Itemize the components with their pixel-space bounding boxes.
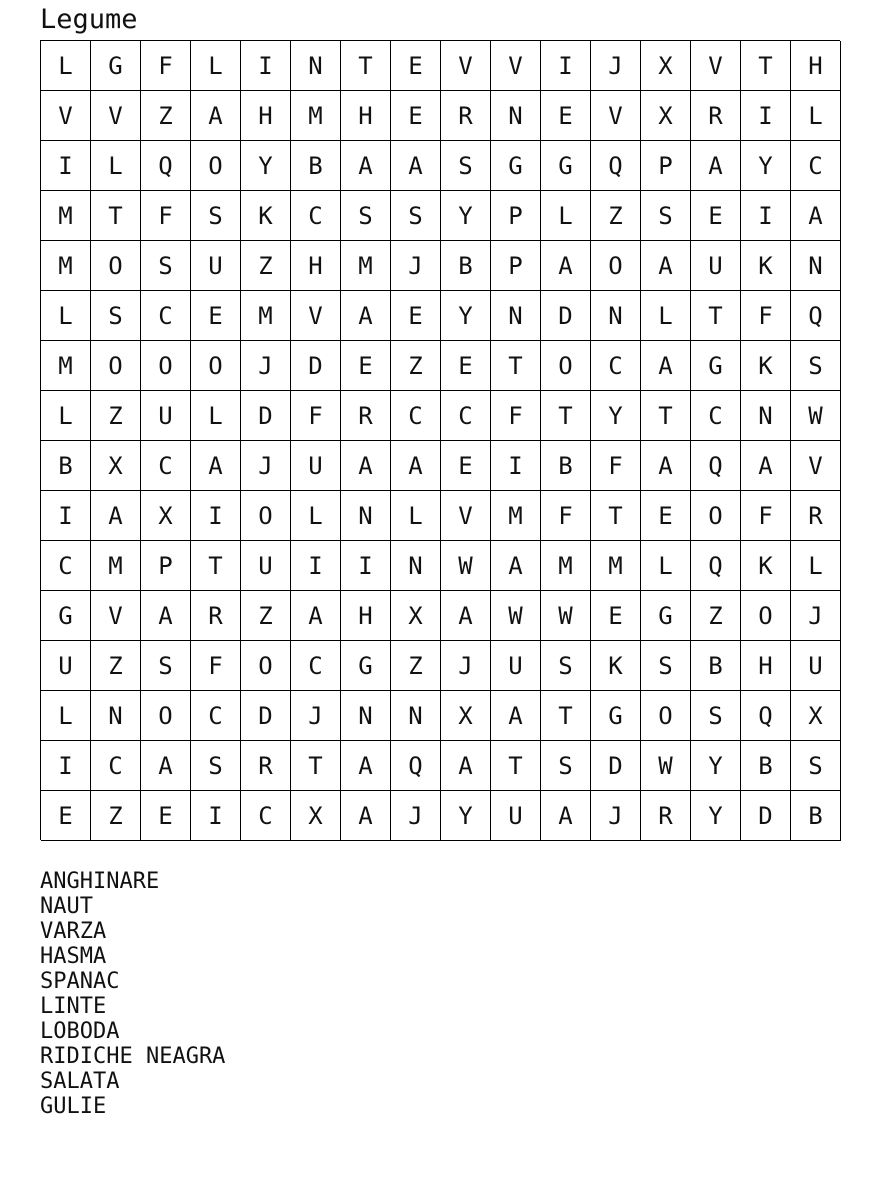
word-list-item: HASMA [40, 944, 107, 969]
grid-cell[interactable]: J [441, 641, 491, 691]
grid-cell[interactable]: V [91, 91, 141, 141]
grid-cell[interactable]: M [291, 91, 341, 141]
grid-cell[interactable]: E [41, 791, 91, 841]
grid-cell[interactable]: H [791, 41, 841, 91]
grid-cell[interactable]: W [541, 591, 591, 641]
grid-cell[interactable]: Y [691, 741, 741, 791]
grid-cell[interactable]: A [541, 241, 591, 291]
grid-cell[interactable]: C [791, 141, 841, 191]
grid-cell[interactable]: A [691, 141, 741, 191]
grid-cell[interactable]: W [791, 391, 841, 441]
grid-cell[interactable]: V [691, 41, 741, 91]
grid-cell[interactable]: F [741, 291, 791, 341]
grid-cell[interactable]: U [191, 241, 241, 291]
grid-cell[interactable]: R [441, 91, 491, 141]
grid-cell[interactable]: O [541, 341, 591, 391]
grid-cell[interactable]: F [591, 441, 641, 491]
grid-cell[interactable]: T [341, 41, 391, 91]
grid-cell[interactable]: I [41, 741, 91, 791]
grid-cell[interactable]: U [491, 641, 541, 691]
grid-cell[interactable]: F [491, 391, 541, 441]
grid-cell[interactable]: R [641, 791, 691, 841]
grid-cell[interactable]: J [591, 791, 641, 841]
grid-cell[interactable]: O [591, 241, 641, 291]
grid-cell[interactable]: S [91, 291, 141, 341]
grid-cell[interactable]: Z [241, 241, 291, 291]
grid-cell[interactable]: T [491, 341, 541, 391]
grid-cell[interactable]: X [391, 591, 441, 641]
grid-cell[interactable]: X [641, 41, 691, 91]
grid-cell[interactable]: T [191, 541, 241, 591]
word-list-item: LOBODA [40, 1019, 120, 1044]
grid-cell[interactable]: G [691, 341, 741, 391]
grid-cell[interactable]: J [391, 791, 441, 841]
grid-cell[interactable]: J [291, 691, 341, 741]
grid-cell[interactable]: T [541, 391, 591, 441]
word-list-item: RIDICHE NEAGRA [40, 1044, 226, 1069]
grid-cell[interactable]: T [541, 691, 591, 741]
grid-cell[interactable]: B [291, 141, 341, 191]
grid-cell[interactable]: L [41, 391, 91, 441]
grid-cell[interactable]: V [291, 291, 341, 341]
grid-cell[interactable]: J [591, 41, 641, 91]
grid-cell[interactable]: Z [241, 591, 291, 641]
grid-cell[interactable]: Y [441, 191, 491, 241]
grid-cell[interactable]: M [341, 241, 391, 291]
grid-cell[interactable]: N [391, 691, 441, 741]
grid-cell[interactable]: O [191, 141, 241, 191]
grid-cell[interactable]: F [541, 491, 591, 541]
grid-cell[interactable]: N [341, 491, 391, 541]
grid-cell[interactable]: D [741, 791, 791, 841]
grid-cell[interactable]: U [291, 441, 341, 491]
grid-cell[interactable]: A [191, 441, 241, 491]
grid-cell[interactable]: N [491, 91, 541, 141]
grid-cell[interactable]: V [441, 41, 491, 91]
grid-cell[interactable]: I [541, 41, 591, 91]
grid-cell[interactable]: A [491, 541, 541, 591]
grid-cell[interactable]: A [141, 591, 191, 641]
grid-cell[interactable]: A [441, 591, 491, 641]
grid-cell[interactable]: K [241, 191, 291, 241]
grid-cell[interactable]: J [391, 241, 441, 291]
grid-cell[interactable]: H [341, 591, 391, 641]
grid-cell[interactable]: F [291, 391, 341, 441]
grid-cell[interactable]: A [341, 741, 391, 791]
grid-cell[interactable]: A [641, 441, 691, 491]
grid-cell[interactable]: U [41, 641, 91, 691]
grid-cell[interactable]: C [241, 791, 291, 841]
word-list-item: LINTE [40, 994, 107, 1019]
grid-cell[interactable]: L [641, 541, 691, 591]
grid-cell[interactable]: E [191, 291, 241, 341]
grid-cell[interactable]: Y [691, 791, 741, 841]
grid-cell[interactable]: M [41, 191, 91, 241]
grid-cell[interactable]: O [91, 341, 141, 391]
grid-cell[interactable]: N [791, 241, 841, 291]
grid-cell[interactable]: G [41, 591, 91, 641]
grid-cell[interactable]: F [191, 641, 241, 691]
grid-cell[interactable]: J [241, 441, 291, 491]
grid-cell[interactable]: Y [441, 291, 491, 341]
grid-cell[interactable]: M [41, 241, 91, 291]
grid-cell[interactable]: Q [791, 291, 841, 341]
grid-cell[interactable]: O [141, 691, 191, 741]
grid-cell[interactable]: S [541, 641, 591, 691]
grid-cell[interactable]: T [591, 491, 641, 541]
grid-cell[interactable]: O [191, 341, 241, 391]
grid-cell[interactable]: Z [141, 91, 191, 141]
grid-cell[interactable]: E [591, 591, 641, 641]
grid-cell[interactable]: L [791, 541, 841, 591]
grid-cell[interactable]: U [491, 791, 541, 841]
word-list-item: GULIE [40, 1094, 107, 1119]
grid-cell[interactable]: A [191, 91, 241, 141]
grid-cell[interactable]: D [591, 741, 641, 791]
grid-cell[interactable]: N [391, 541, 441, 591]
grid-cell[interactable]: C [41, 541, 91, 591]
grid-cell[interactable]: A [791, 191, 841, 241]
grid-cell[interactable]: I [741, 91, 791, 141]
grid-cell[interactable]: A [91, 491, 141, 541]
grid-cell[interactable]: S [341, 191, 391, 241]
grid-cell[interactable]: C [291, 641, 341, 691]
grid-cell[interactable]: Z [91, 641, 141, 691]
grid-cell[interactable]: W [441, 541, 491, 591]
grid-cell[interactable]: B [541, 441, 591, 491]
grid-cell[interactable]: C [91, 741, 141, 791]
grid-cell[interactable]: L [391, 491, 441, 541]
word-list [40, 869, 225, 1119]
grid-cell[interactable]: A [341, 791, 391, 841]
grid-cell[interactable]: O [91, 241, 141, 291]
grid-cell[interactable]: C [441, 391, 491, 441]
grid-cell[interactable]: R [241, 741, 291, 791]
grid-cell[interactable]: U [691, 241, 741, 291]
grid-cell[interactable]: N [91, 691, 141, 741]
grid-cell[interactable]: X [91, 441, 141, 491]
grid-cell[interactable]: K [591, 641, 641, 691]
grid-cell[interactable]: E [641, 491, 691, 541]
grid-cell[interactable]: L [291, 491, 341, 541]
grid-cell[interactable]: C [691, 391, 741, 441]
grid-cell[interactable]: A [541, 791, 591, 841]
grid-cell[interactable]: N [341, 691, 391, 741]
grid-cell[interactable]: S [141, 641, 191, 691]
grid-cell[interactable]: K [741, 241, 791, 291]
grid-cell[interactable]: W [641, 741, 691, 791]
grid-cell[interactable]: Y [441, 791, 491, 841]
word-list-item: VARZA [40, 919, 107, 944]
grid-cell[interactable]: Q [691, 541, 741, 591]
grid-cell[interactable]: P [141, 541, 191, 591]
grid-cell[interactable]: C [391, 391, 441, 441]
grid-cell[interactable]: S [441, 141, 491, 191]
grid-cell[interactable]: V [91, 591, 141, 641]
grid-cell[interactable]: Q [141, 141, 191, 191]
grid-cell[interactable]: E [541, 91, 591, 141]
grid-cell[interactable]: Y [241, 141, 291, 191]
grid-cell[interactable]: J [791, 591, 841, 641]
grid-cell[interactable]: S [641, 191, 691, 241]
word-search-grid [40, 40, 840, 840]
grid-cell[interactable]: V [41, 91, 91, 141]
grid-cell[interactable]: X [641, 91, 691, 141]
grid-cell[interactable]: L [191, 41, 241, 91]
grid-cell[interactable]: G [491, 141, 541, 191]
grid-cell[interactable]: R [191, 591, 241, 641]
grid-cell[interactable]: R [791, 491, 841, 541]
grid-cell[interactable]: V [491, 41, 541, 91]
grid-cell[interactable]: E [441, 341, 491, 391]
grid-cell[interactable]: Q [591, 141, 641, 191]
grid-cell[interactable]: G [641, 591, 691, 641]
grid-cell[interactable]: O [691, 491, 741, 541]
grid-cell[interactable]: I [291, 541, 341, 591]
grid-cell[interactable]: A [641, 341, 691, 391]
grid-cell[interactable]: Z [91, 791, 141, 841]
grid-cell[interactable]: U [241, 541, 291, 591]
grid-cell[interactable]: O [741, 591, 791, 641]
grid-cell[interactable]: V [791, 441, 841, 491]
grid-cell[interactable]: S [541, 741, 591, 791]
grid-cell[interactable]: X [291, 791, 341, 841]
grid-cell[interactable]: I [41, 141, 91, 191]
grid-cell[interactable]: L [41, 691, 91, 741]
grid-cell[interactable]: S [191, 191, 241, 241]
word-list-item: SALATA [40, 1069, 120, 1094]
grid-cell[interactable]: Q [691, 441, 741, 491]
grid-cell[interactable]: G [591, 691, 641, 741]
grid-cell[interactable]: N [291, 41, 341, 91]
page-title: Legume [40, 4, 138, 35]
grid-cell[interactable]: Z [691, 591, 741, 641]
grid-cell[interactable]: H [341, 91, 391, 141]
grid-cell[interactable]: E [341, 341, 391, 391]
grid-cell[interactable]: A [341, 291, 391, 341]
grid-cell[interactable]: T [491, 741, 541, 791]
grid-cell[interactable]: B [791, 791, 841, 841]
grid-cell[interactable]: I [41, 491, 91, 541]
word-list-item: SPANAC [40, 969, 120, 994]
grid-cell[interactable]: Z [391, 641, 441, 691]
grid-cell[interactable]: T [641, 391, 691, 441]
grid-cell[interactable]: T [691, 291, 741, 341]
grid-cell[interactable]: G [541, 141, 591, 191]
grid-cell[interactable]: E [441, 441, 491, 491]
grid-cell[interactable]: L [41, 291, 91, 341]
grid-cell[interactable]: E [391, 41, 441, 91]
grid-cell[interactable]: G [341, 641, 391, 691]
grid-cell[interactable]: J [241, 341, 291, 391]
grid-cell[interactable]: O [241, 641, 291, 691]
grid-cell[interactable]: I [491, 441, 541, 491]
grid-cell[interactable]: S [791, 341, 841, 391]
grid-cell[interactable]: A [741, 441, 791, 491]
grid-cell[interactable]: V [591, 91, 641, 141]
grid-cell[interactable]: I [741, 191, 791, 241]
grid-cell[interactable]: D [241, 691, 291, 741]
grid-cell[interactable]: N [741, 391, 791, 441]
grid-cell[interactable]: N [491, 291, 541, 341]
grid-cell[interactable]: R [341, 391, 391, 441]
grid-cell[interactable]: A [391, 141, 441, 191]
grid-cell[interactable]: H [741, 641, 791, 691]
grid-cell[interactable]: A [491, 691, 541, 741]
grid-cell[interactable]: A [391, 441, 441, 491]
grid-cell[interactable]: N [591, 291, 641, 341]
grid-cell[interactable]: M [491, 491, 541, 541]
grid-cell[interactable]: K [741, 341, 791, 391]
grid-cell[interactable]: V [441, 491, 491, 541]
grid-cell[interactable]: E [391, 291, 441, 341]
grid-cell[interactable]: A [441, 741, 491, 791]
grid-cell[interactable]: Z [91, 391, 141, 441]
grid-cell[interactable]: U [141, 391, 191, 441]
grid-cell[interactable]: T [91, 191, 141, 241]
grid-cell[interactable]: Y [741, 141, 791, 191]
grid-cell[interactable]: C [291, 191, 341, 241]
word-list-item: ANGHINARE [40, 869, 160, 894]
grid-cell[interactable]: A [341, 441, 391, 491]
grid-cell[interactable]: D [291, 341, 341, 391]
grid-cell[interactable]: U [791, 641, 841, 691]
grid-cell[interactable]: Z [591, 191, 641, 241]
grid-cell[interactable]: L [791, 91, 841, 141]
grid-cell[interactable]: O [241, 491, 291, 541]
grid-cell[interactable]: C [141, 441, 191, 491]
grid-cell[interactable]: P [491, 191, 541, 241]
grid-cell[interactable]: C [141, 291, 191, 341]
grid-cell[interactable]: D [541, 291, 591, 341]
word-list-item: NAUT [40, 894, 93, 919]
grid-cell[interactable]: Q [741, 691, 791, 741]
grid-cell[interactable]: E [141, 791, 191, 841]
grid-cell[interactable]: T [741, 41, 791, 91]
grid-cell[interactable]: A [141, 741, 191, 791]
grid-cell[interactable]: P [641, 141, 691, 191]
grid-cell[interactable]: I [191, 791, 241, 841]
grid-cell[interactable]: S [391, 191, 441, 241]
grid-cell[interactable]: X [141, 491, 191, 541]
grid-cell[interactable]: A [641, 241, 691, 291]
grid-cell[interactable]: B [41, 441, 91, 491]
grid-cell[interactable]: F [141, 191, 191, 241]
grid-cell[interactable]: H [291, 241, 341, 291]
grid-cell[interactable]: F [741, 491, 791, 541]
grid-cell[interactable]: S [641, 641, 691, 691]
grid-cell[interactable]: D [241, 391, 291, 441]
grid-cell[interactable]: H [241, 91, 291, 141]
grid-cell[interactable]: B [741, 741, 791, 791]
grid-cell[interactable]: A [291, 591, 341, 641]
grid-cell[interactable]: R [691, 91, 741, 141]
grid-cell[interactable]: L [641, 291, 691, 341]
grid-cell[interactable]: T [291, 741, 341, 791]
grid-cell[interactable]: X [791, 691, 841, 741]
grid-cell[interactable]: L [541, 191, 591, 241]
grid-cell[interactable]: C [191, 691, 241, 741]
grid-cell[interactable]: L [91, 141, 141, 191]
grid-cell[interactable]: P [491, 241, 541, 291]
grid-cell[interactable]: S [791, 741, 841, 791]
grid-cell[interactable]: M [591, 541, 641, 591]
grid-cell[interactable]: W [491, 591, 541, 641]
grid-cell[interactable]: E [691, 191, 741, 241]
grid-cell[interactable]: L [41, 41, 91, 91]
grid-cell[interactable]: I [341, 541, 391, 591]
grid-cell[interactable]: M [41, 341, 91, 391]
grid-cell[interactable]: M [91, 541, 141, 591]
grid-cell[interactable]: A [341, 141, 391, 191]
grid-cell[interactable]: F [141, 41, 191, 91]
grid-cell[interactable]: L [191, 391, 241, 441]
grid-cell[interactable]: Z [391, 341, 441, 391]
grid-cell[interactable]: Y [591, 391, 641, 441]
grid-cell[interactable]: I [191, 491, 241, 541]
grid-cell[interactable]: M [541, 541, 591, 591]
grid-cell[interactable]: B [441, 241, 491, 291]
grid-cell[interactable]: C [591, 341, 641, 391]
grid-cell[interactable]: M [241, 291, 291, 341]
grid-cell[interactable]: X [441, 691, 491, 741]
grid-cell[interactable]: O [141, 341, 191, 391]
grid-cell[interactable]: K [741, 541, 791, 591]
grid-cell[interactable]: S [141, 241, 191, 291]
grid-cell[interactable]: G [91, 41, 141, 91]
grid-cell[interactable]: S [191, 741, 241, 791]
grid-cell[interactable]: S [691, 691, 741, 741]
grid-cell[interactable]: I [241, 41, 291, 91]
grid-cell[interactable]: Q [391, 741, 441, 791]
grid-cell[interactable]: B [691, 641, 741, 691]
grid-cell[interactable]: E [391, 91, 441, 141]
grid-cell[interactable]: O [641, 691, 691, 741]
